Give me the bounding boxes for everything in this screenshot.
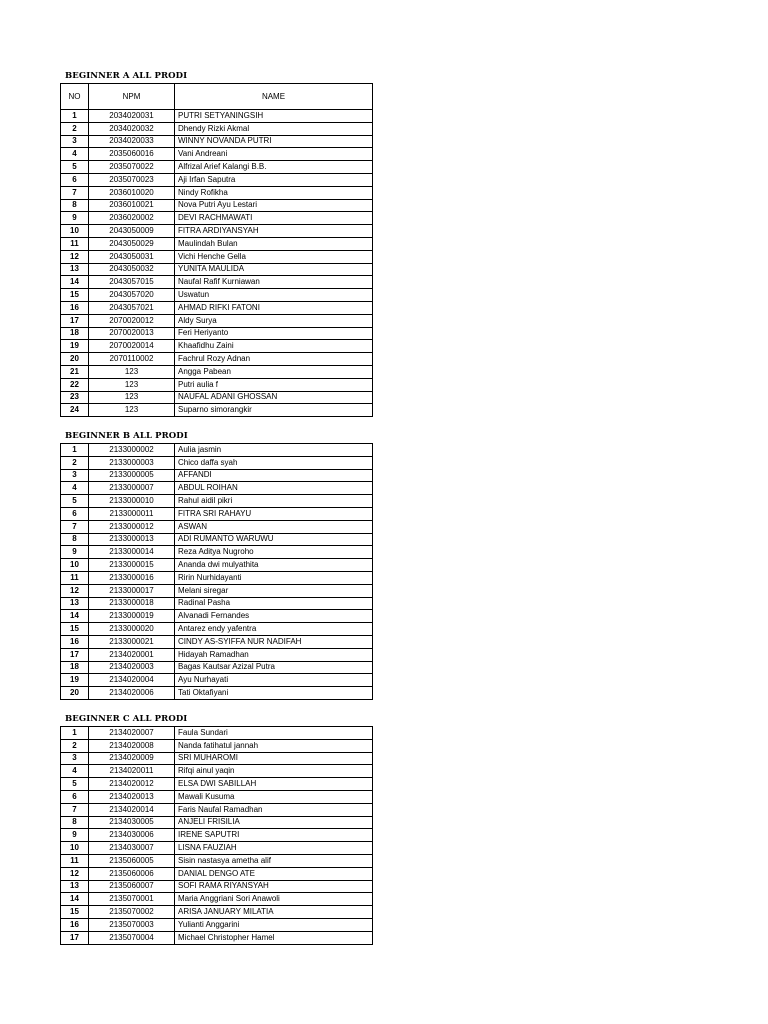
roster-table-b <box>60 443 373 700</box>
table-row <box>61 340 373 353</box>
cell-no: 11 <box>61 854 89 867</box>
cell-name: Vichi Henche Gella <box>175 250 373 263</box>
table-row <box>61 289 373 302</box>
table-row <box>61 110 373 123</box>
cell-name: Khaafidhu Zaini <box>175 340 373 353</box>
table-row <box>61 816 373 829</box>
table-row <box>61 674 373 687</box>
cell-no: 21 <box>61 365 89 378</box>
roster-table-c <box>60 726 373 945</box>
cell-npm: 2133000014 <box>89 546 175 559</box>
cell-name: Nindy Rofikha <box>175 186 373 199</box>
cell-npm: 2133000005 <box>89 469 175 482</box>
table-header-row <box>61 84 373 110</box>
table-row <box>61 404 373 417</box>
cell-npm: 2133000010 <box>89 495 175 508</box>
table-row <box>61 752 373 765</box>
table-row <box>61 327 373 340</box>
cell-name: Hidayah Ramadhan <box>175 648 373 661</box>
cell-npm: 2134020001 <box>89 648 175 661</box>
cell-name: Rifqi ainul yaqin <box>175 765 373 778</box>
cell-no: 16 <box>61 918 89 931</box>
cell-name: Ayu Nurhayati <box>175 674 373 687</box>
cell-no: 6 <box>61 173 89 186</box>
cell-name: DANIAL DENGO ATE <box>175 867 373 880</box>
table-row <box>61 727 373 740</box>
cell-name: Bagas Kautsar Azizal Putra <box>175 661 373 674</box>
cell-no: 12 <box>61 584 89 597</box>
table-row <box>61 687 373 700</box>
table-row <box>61 893 373 906</box>
cell-name: Michael Christopher Hamel <box>175 931 373 944</box>
cell-npm: 2134030005 <box>89 816 175 829</box>
table-row <box>61 610 373 623</box>
roster-body-a <box>61 110 373 417</box>
cell-npm: 2134020006 <box>89 687 175 700</box>
cell-no: 19 <box>61 340 89 353</box>
cell-no: 15 <box>61 623 89 636</box>
cell-name: FITRA ARDIYANSYAH <box>175 225 373 238</box>
header-npm: NPM <box>89 84 175 110</box>
cell-npm: 2133000020 <box>89 623 175 636</box>
cell-npm: 2134020013 <box>89 790 175 803</box>
cell-no: 3 <box>61 135 89 148</box>
table-row <box>61 829 373 842</box>
table-row <box>61 623 373 636</box>
table-row <box>61 778 373 791</box>
cell-no: 2 <box>61 122 89 135</box>
cell-npm: 2043050009 <box>89 225 175 238</box>
cell-name: Mawali Kusuma <box>175 790 373 803</box>
cell-npm: 2133000019 <box>89 610 175 623</box>
cell-name: ARISA JANUARY MILATIA <box>175 906 373 919</box>
cell-npm: 2070020013 <box>89 327 175 340</box>
cell-npm: 2133000007 <box>89 482 175 495</box>
cell-name: Faula Sundari <box>175 727 373 740</box>
cell-name: Uswatun <box>175 289 373 302</box>
cell-name: Antarez endy yafentra <box>175 623 373 636</box>
cell-no: 10 <box>61 559 89 572</box>
cell-no: 23 <box>61 391 89 404</box>
cell-no: 22 <box>61 378 89 391</box>
cell-no: 8 <box>61 816 89 829</box>
cell-name: Ririn Nurhidayanti <box>175 571 373 584</box>
cell-npm: 2034020033 <box>89 135 175 148</box>
cell-name: Angga Pabean <box>175 365 373 378</box>
cell-name: Maria Anggriani Sori Anawoli <box>175 893 373 906</box>
cell-no: 11 <box>61 571 89 584</box>
cell-no: 15 <box>61 906 89 919</box>
table-row <box>61 854 373 867</box>
cell-npm: 2035070023 <box>89 173 175 186</box>
cell-name: NAUFAL ADANI GHOSSAN <box>175 391 373 404</box>
cell-npm: 2043050031 <box>89 250 175 263</box>
section-title-c: BEGINNER C ALL PRODI <box>65 714 188 724</box>
cell-no: 7 <box>61 186 89 199</box>
table-row <box>61 237 373 250</box>
cell-name: Naufal Rafif Kurniawan <box>175 276 373 289</box>
cell-no: 10 <box>61 225 89 238</box>
cell-no: 12 <box>61 250 89 263</box>
cell-no: 4 <box>61 148 89 161</box>
table-row <box>61 212 373 225</box>
cell-name: Ananda dwi mulyathita <box>175 559 373 572</box>
cell-name: Nanda fatihatul jannah <box>175 739 373 752</box>
table-row <box>61 918 373 931</box>
cell-name: CINDY AS-SYIFFA NUR NADIFAH <box>175 635 373 648</box>
cell-no: 4 <box>61 765 89 778</box>
cell-name: Aulia jasmin <box>175 444 373 457</box>
table-row <box>61 122 373 135</box>
cell-no: 4 <box>61 482 89 495</box>
cell-no: 17 <box>61 314 89 327</box>
cell-npm: 2135060005 <box>89 854 175 867</box>
cell-npm: 2133000013 <box>89 533 175 546</box>
table-row <box>61 250 373 263</box>
table-row <box>61 161 373 174</box>
cell-name: SOFI RAMA RIYANSYAH <box>175 880 373 893</box>
table-row <box>61 790 373 803</box>
cell-name: ASWAN <box>175 520 373 533</box>
cell-no: 13 <box>61 263 89 276</box>
cell-no: 18 <box>61 661 89 674</box>
table-row <box>61 842 373 855</box>
cell-no: 11 <box>61 237 89 250</box>
cell-no: 20 <box>61 687 89 700</box>
cell-npm: 2133000011 <box>89 507 175 520</box>
cell-name: AHMAD RIFKI FATONI <box>175 301 373 314</box>
cell-no: 13 <box>61 880 89 893</box>
cell-no: 1 <box>61 727 89 740</box>
table-row <box>61 444 373 457</box>
cell-name: AFFANDI <box>175 469 373 482</box>
table-row <box>61 173 373 186</box>
cell-no: 14 <box>61 610 89 623</box>
cell-name: Sisin nastasya ametha alif <box>175 854 373 867</box>
cell-npm: 123 <box>89 365 175 378</box>
cell-npm: 2133000002 <box>89 444 175 457</box>
cell-name: Vani Andreani <box>175 148 373 161</box>
cell-npm: 2036010020 <box>89 186 175 199</box>
cell-npm: 2036020002 <box>89 212 175 225</box>
cell-no: 9 <box>61 546 89 559</box>
table-row <box>61 378 373 391</box>
roster-body-b <box>61 444 373 700</box>
cell-npm: 2036010021 <box>89 199 175 212</box>
cell-name: Maulindah Bulan <box>175 237 373 250</box>
cell-npm: 2133000017 <box>89 584 175 597</box>
cell-no: 5 <box>61 161 89 174</box>
cell-npm: 2070020012 <box>89 314 175 327</box>
table-row <box>61 867 373 880</box>
cell-npm: 2133000003 <box>89 456 175 469</box>
table-row <box>61 301 373 314</box>
cell-name: Feri Heriyanto <box>175 327 373 340</box>
cell-npm: 2135060006 <box>89 867 175 880</box>
table-row <box>61 584 373 597</box>
table-row <box>61 314 373 327</box>
table-row <box>61 482 373 495</box>
cell-no: 2 <box>61 739 89 752</box>
cell-npm: 2135070003 <box>89 918 175 931</box>
cell-name: FITRA SRI RAHAYU <box>175 507 373 520</box>
table-row <box>61 546 373 559</box>
cell-name: Nova Putri Ayu Lestari <box>175 199 373 212</box>
cell-name: ANJELI FRISILIA <box>175 816 373 829</box>
cell-no: 20 <box>61 353 89 366</box>
cell-no: 8 <box>61 199 89 212</box>
table-row <box>61 880 373 893</box>
table-row <box>61 739 373 752</box>
cell-npm: 2135070001 <box>89 893 175 906</box>
cell-no: 13 <box>61 597 89 610</box>
cell-name: LISNA FAUZIAH <box>175 842 373 855</box>
cell-npm: 2134020014 <box>89 803 175 816</box>
cell-name: Tati Oktafiyani <box>175 687 373 700</box>
cell-no: 1 <box>61 444 89 457</box>
cell-npm: 2133000021 <box>89 635 175 648</box>
table-row <box>61 353 373 366</box>
cell-no: 12 <box>61 867 89 880</box>
cell-npm: 2043057020 <box>89 289 175 302</box>
cell-name: Alfrizal Arief Kalangi B.B. <box>175 161 373 174</box>
cell-no: 14 <box>61 276 89 289</box>
cell-no: 5 <box>61 495 89 508</box>
cell-no: 16 <box>61 635 89 648</box>
header-name: NAME <box>175 84 373 110</box>
table-row <box>61 906 373 919</box>
cell-npm: 2134020009 <box>89 752 175 765</box>
cell-name: YUNITA MAULIDA <box>175 263 373 276</box>
cell-npm: 2034020032 <box>89 122 175 135</box>
table-row <box>61 635 373 648</box>
table-row <box>61 661 373 674</box>
cell-name: Reza Aditya Nugroho <box>175 546 373 559</box>
cell-name: Suparno simorangkir <box>175 404 373 417</box>
table-row <box>61 263 373 276</box>
cell-npm: 2043050032 <box>89 263 175 276</box>
cell-name: Yulianti Anggarini <box>175 918 373 931</box>
cell-no: 5 <box>61 778 89 791</box>
table-row <box>61 765 373 778</box>
cell-no: 14 <box>61 893 89 906</box>
table-row <box>61 571 373 584</box>
cell-npm: 123 <box>89 404 175 417</box>
cell-npm: 2070020014 <box>89 340 175 353</box>
table-row <box>61 186 373 199</box>
cell-no: 10 <box>61 842 89 855</box>
table-row <box>61 469 373 482</box>
cell-name: Alvanadi Fernandes <box>175 610 373 623</box>
cell-name: Melani siregar <box>175 584 373 597</box>
table-row <box>61 148 373 161</box>
cell-npm: 2134020011 <box>89 765 175 778</box>
cell-no: 9 <box>61 829 89 842</box>
cell-npm: 2134030007 <box>89 842 175 855</box>
cell-npm: 2135060007 <box>89 880 175 893</box>
cell-npm: 2133000015 <box>89 559 175 572</box>
table-row <box>61 520 373 533</box>
cell-name: WINNY NOVANDA PUTRI <box>175 135 373 148</box>
cell-npm: 2133000016 <box>89 571 175 584</box>
cell-name: Putri aulia f <box>175 378 373 391</box>
cell-npm: 2043057015 <box>89 276 175 289</box>
cell-no: 7 <box>61 520 89 533</box>
table-row <box>61 391 373 404</box>
cell-no: 6 <box>61 507 89 520</box>
cell-npm: 2134020004 <box>89 674 175 687</box>
cell-npm: 2134020003 <box>89 661 175 674</box>
table-row <box>61 276 373 289</box>
cell-name: Rahul aidil pikri <box>175 495 373 508</box>
cell-npm: 2135070004 <box>89 931 175 944</box>
cell-no: 8 <box>61 533 89 546</box>
cell-name: ADI RUMANTO WARUWU <box>175 533 373 546</box>
cell-no: 19 <box>61 674 89 687</box>
table-row <box>61 533 373 546</box>
table-row <box>61 597 373 610</box>
cell-no: 17 <box>61 648 89 661</box>
cell-name: Chico daffa syah <box>175 456 373 469</box>
cell-name: SRI MUHAROMI <box>175 752 373 765</box>
cell-no: 24 <box>61 404 89 417</box>
cell-no: 17 <box>61 931 89 944</box>
cell-no: 9 <box>61 212 89 225</box>
section-title-a: BEGINNER A ALL PRODI <box>65 71 188 81</box>
table-row <box>61 225 373 238</box>
cell-name: IRENE SAPUTRI <box>175 829 373 842</box>
section-title-b: BEGINNER B ALL PRODI <box>65 431 188 441</box>
cell-npm: 2134020012 <box>89 778 175 791</box>
cell-npm: 2035060016 <box>89 148 175 161</box>
table-row <box>61 803 373 816</box>
cell-no: 3 <box>61 752 89 765</box>
cell-npm: 2135070002 <box>89 906 175 919</box>
table-row <box>61 135 373 148</box>
table-row <box>61 559 373 572</box>
header-no: NO <box>61 84 89 110</box>
cell-npm: 2070110002 <box>89 353 175 366</box>
roster-body-c <box>61 727 373 945</box>
cell-npm: 2133000012 <box>89 520 175 533</box>
cell-no: 3 <box>61 469 89 482</box>
table-row <box>61 648 373 661</box>
cell-npm: 2034020031 <box>89 110 175 123</box>
cell-name: Dhendy Rizki Akmal <box>175 122 373 135</box>
table-row <box>61 456 373 469</box>
cell-name: Aji Irfan Saputra <box>175 173 373 186</box>
table-row <box>61 199 373 212</box>
cell-no: 15 <box>61 289 89 302</box>
cell-no: 2 <box>61 456 89 469</box>
cell-name: Faris Naufal Ramadhan <box>175 803 373 816</box>
cell-name: Radinal Pasha <box>175 597 373 610</box>
cell-npm: 123 <box>89 391 175 404</box>
cell-npm: 2043057021 <box>89 301 175 314</box>
cell-npm: 2134030006 <box>89 829 175 842</box>
cell-name: Aldy Surya <box>175 314 373 327</box>
cell-name: ELSA DWI SABILLAH <box>175 778 373 791</box>
cell-npm: 2134020007 <box>89 727 175 740</box>
table-row <box>61 495 373 508</box>
cell-no: 6 <box>61 790 89 803</box>
cell-npm: 2134020008 <box>89 739 175 752</box>
cell-no: 7 <box>61 803 89 816</box>
cell-npm: 2133000018 <box>89 597 175 610</box>
cell-no: 16 <box>61 301 89 314</box>
cell-npm: 2035070022 <box>89 161 175 174</box>
cell-name: DEVI RACHMAWATI <box>175 212 373 225</box>
cell-name: Fachrul Rozy Adnan <box>175 353 373 366</box>
table-row <box>61 507 373 520</box>
cell-name: ABDUL ROIHAN <box>175 482 373 495</box>
roster-table-a <box>60 83 373 417</box>
cell-name: PUTRI SETYANINGSIH <box>175 110 373 123</box>
cell-npm: 123 <box>89 378 175 391</box>
table-row <box>61 931 373 944</box>
cell-npm: 2043050029 <box>89 237 175 250</box>
cell-no: 1 <box>61 110 89 123</box>
cell-no: 18 <box>61 327 89 340</box>
table-row <box>61 365 373 378</box>
